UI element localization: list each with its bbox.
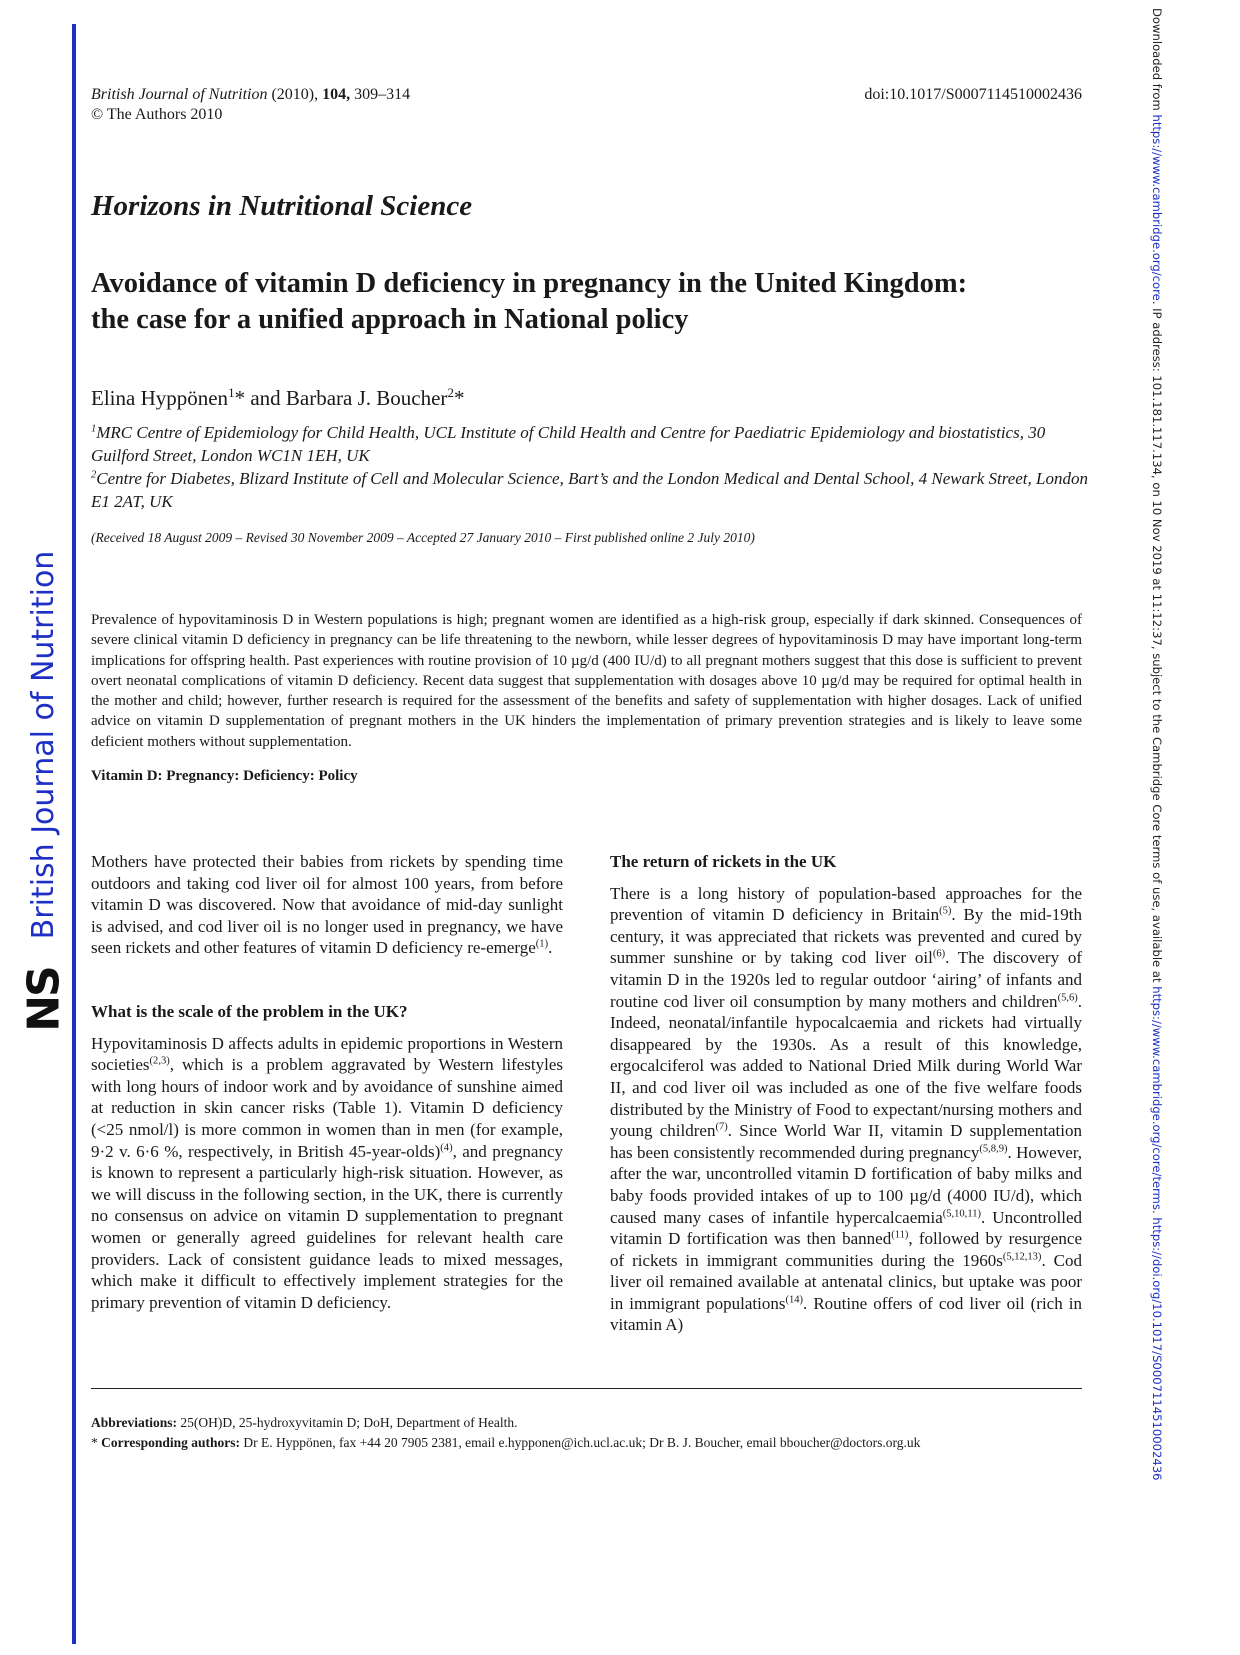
citation-ref: (1) bbox=[535, 938, 549, 950]
rickets-text-6: . However, after the war, uncontrolled vitamin D fortification of baby milks and baby foods provided intakes of up to 100 µg/d (4000 IU/d), which caused many cases of infantile hypercalcaemia bbox=[610, 1142, 1083, 1227]
left-column bbox=[91, 851, 563, 1313]
citation-ref: (5,6) bbox=[1057, 991, 1078, 1003]
scale-text-1: Hypovitaminosis D affects adults in epidemic proportions in Western societies bbox=[91, 1033, 563, 1075]
title-line-1: Avoidance of vitamin D deficiency in pregnancy in the United Kingdom: bbox=[91, 268, 968, 299]
ns-logo: NS bbox=[18, 967, 70, 1032]
author-2-star: * bbox=[453, 386, 465, 410]
received-dates: (Received 18 August 2009 – Revised 30 November 2009 – Accepted 27 January 2010 – First published online 2 July 2010) bbox=[91, 530, 755, 545]
copyright: © The Authors 2010 bbox=[91, 106, 223, 123]
abbreviations-label: Abbreviations: bbox=[91, 1415, 178, 1430]
citation-ref: (6) bbox=[932, 948, 946, 960]
corresponding-text: Dr E. Hyppönen, fax +44 20 7905 2381, email e.hypponen@ich.ucl.ac.uk; Dr B. J. Boucher, email bboucher@doctors.org.uk bbox=[240, 1435, 921, 1450]
corresponding-note bbox=[91, 1433, 1082, 1453]
affiliation-2-marker: 2 bbox=[91, 469, 97, 481]
citation-ref: (5,8,9) bbox=[979, 1143, 1008, 1155]
author-1-star: * bbox=[234, 386, 246, 410]
author-and: and bbox=[245, 386, 286, 410]
rickets-text-4: . Indeed, neonatal/infantile hypocalcaemia and rickets had virtually disappeared by the 1930s. As a result of this knowledge, ergocalciferol was added to National Dried Milk during World War II, and cod liver oil was included as one of the five welfare foods distributed by the Ministry of Food to expectant/nursing mothers and young children bbox=[610, 991, 1082, 1141]
affiliation-1-marker: 1 bbox=[91, 423, 97, 435]
rickets-text-10: . Routine offers of cod liver oil (rich in vitamin A) bbox=[610, 1293, 1082, 1335]
abbreviations-note bbox=[91, 1413, 1082, 1433]
journal-sidebar-name: British Journal of Nutrition bbox=[26, 550, 61, 940]
heading-return-rickets: The return of rickets in the UK bbox=[610, 852, 837, 871]
title-line-2: the case for a unified approach in National policy bbox=[91, 304, 689, 335]
abstract: Prevalence of hypovitaminosis D in Western populations is high; pregnant women are identified as a high-risk group, especially if dark skinned. Consequences of severe clinical vitamin D deficiency in pregnancy can be life threatening to the newborn, while lesser degrees of hypovitaminosis D may have important long-term implications for offspring health. Past experiences with routine provision of 10 µg/d (400 IU/d) to all pregnant mothers suggest that this dose is sufficient to prevent overt neonatal complications of vitamin D deficiency. Recent data suggest that supplementation with dosages above 10 µg/d may be required for optimal health in the mother and child; however, further research is required for the assessment of the benefits and safety of supplementation with higher dosages. Lack of unified advice on vitamin D supplementation of pregnant mothers in the UK hinders the implementation of primary prevention strategies and is likely to leave some deficient mothers without supplementation. bbox=[91, 612, 1082, 750]
rickets-text-5: . Since World War II, vitamin D supplementation has been consistently recommended during pregnancy bbox=[610, 1121, 1082, 1162]
abbreviations-text: 25(OH)D, 25-hydroxyvitamin D; DoH, Department of Health. bbox=[177, 1415, 518, 1430]
download-sep: . bbox=[1150, 1210, 1164, 1218]
heading-scale-problem: What is the scale of the problem in the UK? bbox=[91, 1001, 408, 1021]
author-1-affil: 1 bbox=[228, 385, 235, 400]
rickets-text-2: . By the mid-19th century, it was appreciated that rickets was prevented and cured by summer sunshine or by taking cod liver oil bbox=[610, 905, 1082, 968]
rickets-text-3: . The discovery of vitamin D in the 1920s led to regular outdoor ‘airing’ of infants and routine cod liver oil consumption by many mothers and children bbox=[610, 948, 1082, 1011]
rickets-paragraph bbox=[610, 883, 1082, 1336]
download-notice bbox=[1146, 8, 1168, 1648]
corresponding-label: Corresponding authors: bbox=[101, 1435, 241, 1450]
scale-text-3: , and pregnancy is known to represent a particularly high-risk situation. However, as we will discuss in the following section, in the UK, there is currently no consensus on advice on vitamin D supplementation to pregnant women or generally agreed guidelines for relevant health care providers. Lack of consistent guidance leads to mixed messages, which make it difficult to effectively implement strategies for the primary prevention of vitamin D deficiency. bbox=[91, 1141, 563, 1312]
doi: doi:10.1017/S0007114510002436 bbox=[864, 86, 1082, 103]
citation-header bbox=[91, 85, 410, 125]
scale-text-2: , which is a problem aggravated by Western lifestyles with long hours of indoor work and by avoidance of sunshine aimed at reduction in skin cancer risks (Table 1). Vitamin D deficiency (<25 nmol/l) is more common in women than in men (for example, 9·2 v. 6·6 %, respectively, in British 45-year-olds) bbox=[91, 1055, 563, 1161]
affiliation-2-text: Centre for Diabetes, Blizard Institute of Cell and Molecular Science, Bart’s and the London Medical and Dental School, 4 Newark Street, London E1 2AT, UK bbox=[91, 469, 1088, 511]
corresponding-star: * bbox=[91, 1435, 102, 1450]
rickets-text-7: . Uncontrolled vitamin D fortification was then banned bbox=[610, 1207, 1082, 1249]
author-list bbox=[91, 386, 464, 411]
affiliation-2 bbox=[91, 467, 1091, 513]
citation-ref: (11) bbox=[891, 1229, 909, 1241]
intro-end: . bbox=[548, 938, 553, 958]
author-1: Elina Hyppönen bbox=[91, 386, 229, 410]
right-column bbox=[610, 851, 1082, 1336]
cambridge-core-link[interactable]: https://www.cambridge.org/core bbox=[1150, 114, 1164, 301]
journal-volume: 104, bbox=[322, 86, 351, 103]
author-2: Barbara J. Boucher bbox=[285, 386, 448, 410]
journal-year: (2010), bbox=[271, 86, 319, 103]
intro-paragraph bbox=[91, 851, 563, 959]
citation-ref: (7) bbox=[715, 1121, 728, 1133]
journal-sidebar bbox=[14, 550, 74, 1032]
terms-link[interactable]: https://www.cambridge.org/core/terms bbox=[1150, 986, 1164, 1211]
section-title: Horizons in Nutritional Science bbox=[91, 190, 473, 222]
download-prefix: Downloaded from bbox=[1150, 8, 1164, 115]
keywords: Vitamin D: Pregnancy: Deficiency: Policy bbox=[91, 768, 358, 784]
rickets-text-1: There is a long history of population-based approaches for the prevention of vitamin D deficiency in Britain bbox=[610, 883, 1082, 925]
citation-ref: (5,12,13) bbox=[1002, 1251, 1042, 1263]
article-title bbox=[91, 266, 1091, 338]
citation-ref: (5) bbox=[939, 905, 952, 917]
citation-ref: (14) bbox=[785, 1294, 804, 1306]
citation-ref: (2,3) bbox=[149, 1055, 170, 1067]
affiliation-1 bbox=[91, 421, 1091, 467]
download-ip-text: . IP address: 101.181.117.134, on 10 Nov 2019 at 11:12:37, subject to the Cambridge Core terms of use, available at bbox=[1150, 300, 1164, 987]
intro-text: Mothers have protected their babies from rickets by spending time outdoors and taking cod liver oil for almost 100 years, from before vitamin D was discovered. Now that avoidance of mid-day sunlight is advised, and cod liver oil is no longer used in pregnancy, we have seen rickets and other features of vitamin D deficiency re-emerge bbox=[91, 852, 563, 958]
author-2-affil: 2 bbox=[447, 385, 454, 400]
footnote-divider bbox=[91, 1388, 1082, 1389]
journal-name: British Journal of Nutrition bbox=[91, 86, 268, 103]
citation-ref: (4) bbox=[440, 1141, 453, 1153]
rickets-text-8: , followed by resurgence of rickets in immigrant communities during the 1960s bbox=[610, 1229, 1082, 1270]
scale-paragraph bbox=[91, 1033, 563, 1314]
journal-pages: 309–314 bbox=[354, 86, 411, 103]
doi-link[interactable]: https://doi.org/10.1017/S0007114510002436 bbox=[1150, 1217, 1164, 1481]
citation-ref: (5,10,11) bbox=[942, 1207, 981, 1219]
rickets-text-9: . Cod liver oil remained available at antenatal clinics, but uptake was poor in immigrant populations bbox=[610, 1250, 1082, 1313]
affiliation-1-text: MRC Centre of Epidemiology for Child Health, UCL Institute of Child Health and Centre for Paediatric Epidemiology and biostatistics, 30 Guilford Street, London WC1N 1EH, UK bbox=[91, 423, 1046, 465]
footnotes bbox=[91, 1413, 1082, 1453]
